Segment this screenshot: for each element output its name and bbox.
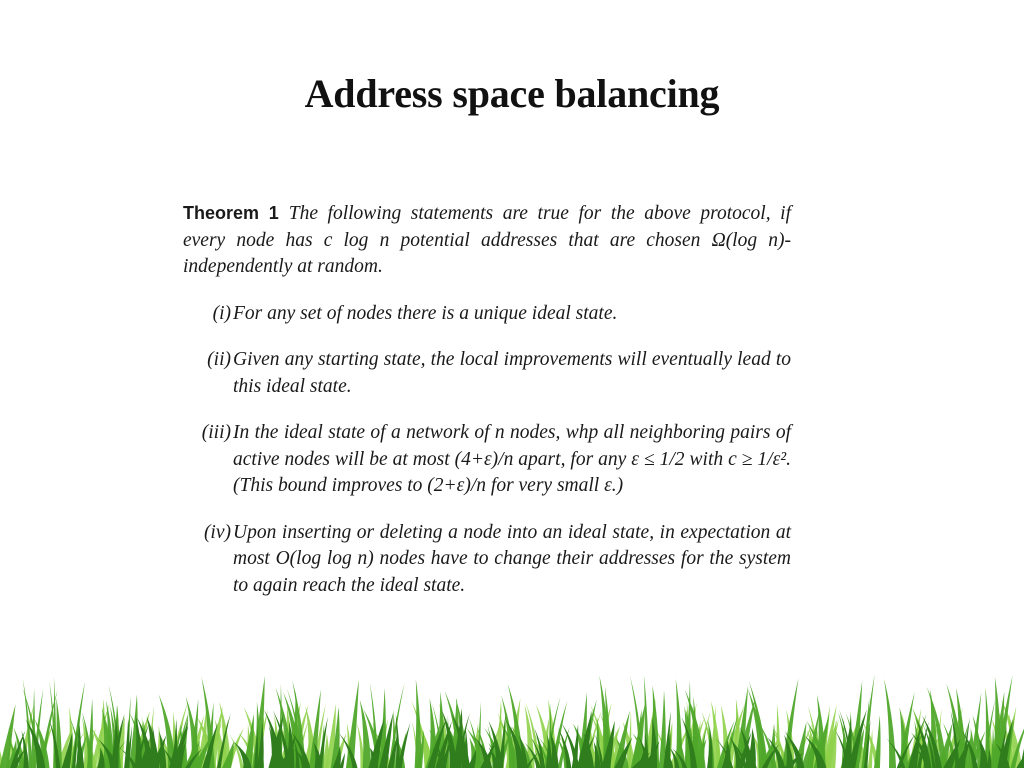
theorem-statement: [183, 200, 791, 281]
theorem-block: [183, 200, 791, 619]
list-item: [183, 520, 791, 600]
grass-blade: [884, 679, 896, 768]
grass-border-icon: [0, 656, 1024, 768]
item-text: For any set of nodes there is a unique ideal state.: [233, 302, 618, 324]
theorem-body: The following statements are true for the above protocol, if every node has c log n potential addresses that are chosen Ω(log n)-independently at random.: [183, 203, 792, 277]
item-text: Given any starting state, the local improvements will eventually lead to this ideal state.: [233, 349, 791, 397]
slide-title: Address space balancing: [304, 71, 720, 116]
list-item: [183, 420, 791, 500]
item-text: Upon inserting or deleting a node into an ideal state, in expectation at most O(log log n) nodes have to change their addresses for the system to again reach the ideal state.: [233, 521, 791, 596]
item-marker: (ii): [207, 349, 231, 370]
item-marker: (i): [212, 302, 231, 324]
list-item: [183, 301, 791, 328]
list-item: [183, 347, 791, 400]
item-marker: (iii): [201, 422, 231, 443]
item-marker: (iv): [203, 521, 231, 543]
theorem-label: Theorem 1: [183, 203, 279, 223]
theorem-item-list: [183, 301, 791, 600]
item-text: In the ideal state of a network of n nodes, whp all neighboring pairs of active nodes will be at most (4+ε)/n apart, for any ε ≤ 1/2 with c ≥ 1/ε². (This bound improves to (2+ε)/n for very small ε.): [233, 422, 791, 496]
